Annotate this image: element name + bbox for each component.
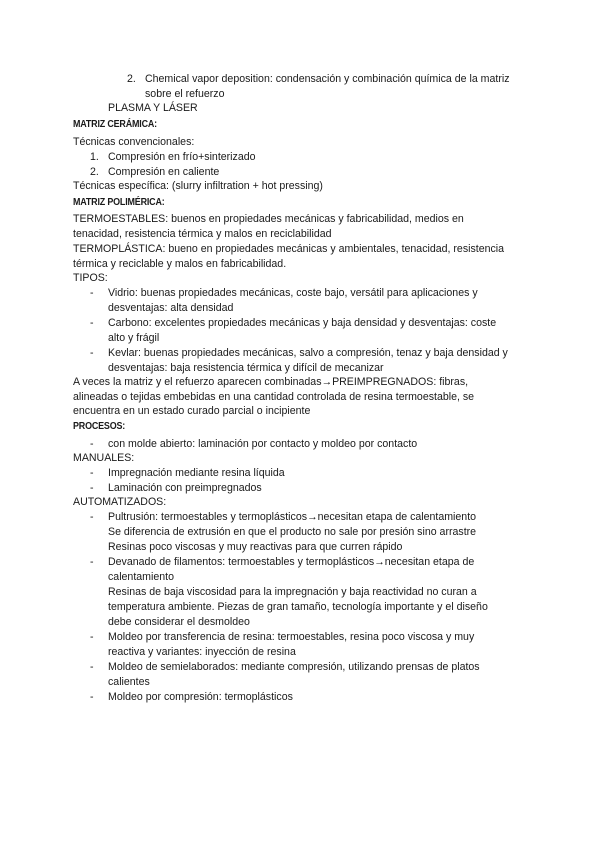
list-item-text: Moldeo por compresión: termoplásticos bbox=[108, 691, 293, 703]
list-item-text: desventajas: baja resistencia térmica y difícil de mecanizar bbox=[108, 362, 384, 374]
list-item-text: Compresión en frío+sinterizado bbox=[108, 151, 256, 163]
list-bullet: - bbox=[90, 317, 94, 329]
list-bullet: - bbox=[90, 691, 94, 703]
list-bullet: - bbox=[90, 467, 94, 479]
list-item-text: debe considerar el desmoldeo bbox=[108, 616, 250, 628]
list-item-text: Moldeo de semielaborados: mediante compresión, utilizando prensas de platos bbox=[108, 661, 480, 673]
list-item-text: Pultrusión: termoestables y termoplásticos→necesitan etapa de calentamiento bbox=[108, 511, 477, 523]
list-bullet: - bbox=[90, 347, 94, 359]
paragraph-line: Técnicas convencionales: bbox=[73, 136, 195, 148]
list-number: 2. bbox=[127, 73, 136, 85]
list-item-text: Kevlar: buenas propiedades mecánicas, salvo a compresión, tenaz y baja densidad y bbox=[108, 347, 508, 359]
list-item-text: Devanado de filamentos: termoestables y termoplásticos→necesitan etapa de bbox=[108, 556, 475, 568]
list-item-text: Impregnación mediante resina líquida bbox=[108, 467, 285, 479]
list-item-text: Vidrio: buenas propiedades mecánicas, coste bajo, versátil para aplicaciones y bbox=[108, 287, 478, 299]
list-item-text: Compresión en caliente bbox=[108, 166, 220, 178]
paragraph-line: Técnicas específica: (slurry infiltration + hot pressing) bbox=[73, 180, 323, 192]
list-bullet: - bbox=[90, 438, 94, 450]
paragraph-line: térmica y reciclable y malos en fabricabilidad. bbox=[73, 258, 287, 270]
list-item-text: Se diferencia de extrusión en que el producto no sale por presión sino arrastre bbox=[108, 526, 477, 538]
paragraph-line: TERMOPLÁSTICA: bueno en propiedades mecánicas y ambientales, tenacidad, resistencia bbox=[73, 243, 505, 255]
section-heading: PROCESOS: bbox=[73, 421, 126, 432]
list-item-text: Chemical vapor deposition: condensación y combinación química de la matriz bbox=[145, 73, 510, 85]
list-item-text: calentamiento bbox=[108, 571, 174, 583]
paragraph-line: A veces la matriz y el refuerzo aparecen combinadas→PREIMPREGNADOS: fibras, bbox=[73, 376, 469, 388]
list-bullet: - bbox=[90, 511, 94, 523]
list-item-text: Resinas poco viscosas y muy reactivas para que curren rápido bbox=[108, 541, 403, 553]
paragraph-line: AUTOMATIZADOS: bbox=[73, 496, 167, 508]
paragraph-line: alineadas o tejidas embebidas en una cantidad controlada de resina termoestable, se bbox=[73, 391, 475, 403]
list-bullet: - bbox=[90, 556, 94, 568]
paragraph-line: PLASMA Y LÁSER bbox=[108, 102, 198, 114]
list-item-text: desventajas: alta densidad bbox=[108, 302, 234, 314]
list-bullet: - bbox=[90, 661, 94, 673]
list-bullet: - bbox=[90, 482, 94, 494]
list-item-text: Resinas de baja viscosidad para la impregnación y baja reactividad no curan a bbox=[108, 586, 477, 598]
list-item-text: reactiva y variantes: inyección de resina bbox=[108, 646, 296, 658]
list-item-text: Moldeo por transferencia de resina: termoestables, resina poco viscosa y muy bbox=[108, 631, 475, 643]
section-heading: MATRIZ POLIMÉRICA: bbox=[73, 197, 165, 208]
list-number: 2. bbox=[90, 166, 99, 178]
list-bullet: - bbox=[90, 287, 94, 299]
list-item-text: sobre el refuerzo bbox=[145, 88, 225, 100]
list-bullet: - bbox=[90, 631, 94, 643]
list-number: 1. bbox=[90, 151, 99, 163]
paragraph-line: encuentra en un estado curado parcial o incipiente bbox=[73, 405, 311, 417]
list-item-text: alto y frágil bbox=[108, 332, 160, 344]
list-item-text: Laminación con preimpregnados bbox=[108, 482, 262, 494]
paragraph-line: TIPOS: bbox=[73, 272, 108, 284]
list-item-text: temperatura ambiente. Piezas de gran tamaño, tecnología importante y el diseño bbox=[108, 601, 488, 613]
paragraph-line: tenacidad, resistencia térmica y malos en reciclabilidad bbox=[73, 228, 332, 240]
paragraph-line: MANUALES: bbox=[73, 452, 135, 464]
paragraph-line: TERMOESTABLES: buenos en propiedades mecánicas y fabricabilidad, medios en bbox=[73, 213, 464, 225]
list-item-text: calientes bbox=[108, 676, 150, 688]
list-item-text: con molde abierto: laminación por contacto y moldeo por contacto bbox=[108, 438, 418, 450]
list-item-text: Carbono: excelentes propiedades mecánicas y baja densidad y desventajas: coste bbox=[108, 317, 497, 329]
section-heading: MATRIZ CERÁMICA: bbox=[73, 119, 157, 130]
